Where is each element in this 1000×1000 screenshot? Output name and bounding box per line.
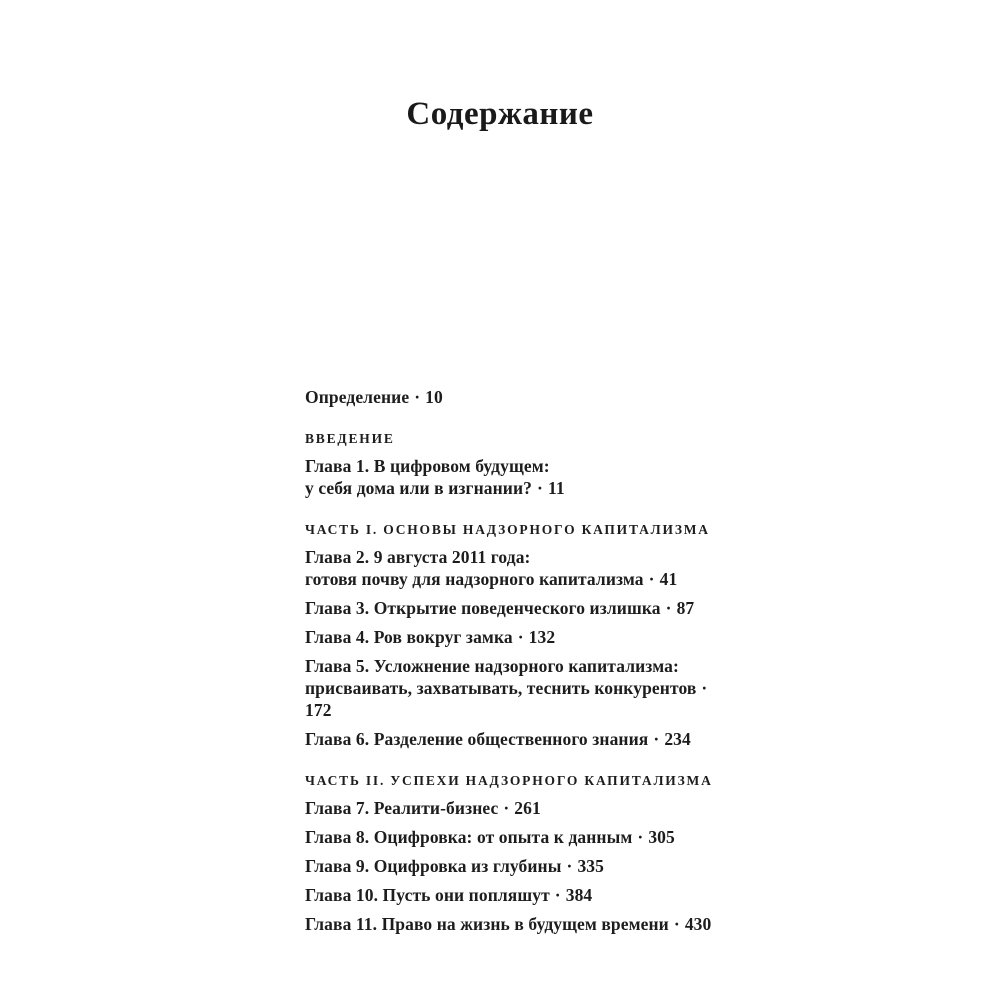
entry-text: Глава 10. Пусть они попляшут — [305, 885, 550, 905]
page-number: 305 — [648, 827, 675, 847]
toc-section-heading: ВВЕДЕНИЕ — [305, 431, 395, 446]
page-number: 87 — [676, 598, 695, 618]
toc-entry — [305, 884, 735, 906]
page-separator: · — [648, 569, 655, 589]
page-separator: · — [701, 678, 708, 698]
table-of-contents — [305, 386, 735, 935]
page-separator: · — [517, 627, 524, 647]
entry-text: Определение — [305, 387, 410, 407]
entry-text: Глава 1. В цифровом будущем: — [305, 456, 550, 476]
toc-section-heading: ЧАСТЬ I. ОСНОВЫ НАДЗОРНОГО КАПИТАЛИЗМА — [305, 522, 710, 537]
page-separator: · — [503, 798, 510, 818]
toc-entry — [305, 597, 735, 619]
entry-text: присваивать, захватывать, теснить конкурентов — [305, 678, 697, 698]
toc-entry — [305, 826, 735, 848]
toc-entry — [305, 728, 735, 750]
entry-text: Глава 6. Разделение общественного знания — [305, 729, 649, 749]
page-number: 335 — [577, 856, 604, 876]
toc-entry — [305, 386, 735, 408]
page-number: 430 — [684, 914, 712, 934]
page-title: Содержание — [406, 96, 594, 133]
toc-entry — [305, 626, 735, 648]
toc-entry — [305, 546, 735, 590]
page-separator: · — [665, 598, 672, 618]
page-number: 132 — [528, 627, 556, 647]
page-separator: · — [414, 387, 421, 407]
toc-section-heading: ЧАСТЬ II. УСПЕХИ НАДЗОРНОГО КАПИТАЛИЗМА — [305, 773, 713, 788]
page-separator: · — [554, 885, 561, 905]
toc-entry — [305, 655, 735, 721]
toc-entry — [305, 797, 735, 819]
entry-text: Глава 3. Открытие поведенческого излишка — [305, 598, 661, 618]
page-number: 41 — [659, 569, 678, 589]
entry-text: Глава 11. Право на жизнь в будущем времени — [305, 914, 669, 934]
page-number: 234 — [664, 729, 691, 749]
toc-entry — [305, 455, 735, 499]
toc-entry — [305, 855, 735, 877]
page-separator: · — [537, 478, 543, 498]
page-number: 172 — [305, 700, 332, 720]
page-number: 10 — [425, 387, 443, 407]
page-separator: · — [566, 856, 573, 876]
entry-text: Глава 4. Ров вокруг замка — [305, 627, 513, 647]
page-number: 384 — [565, 885, 593, 905]
page-number: 11 — [547, 478, 565, 498]
entry-text: Глава 8. Оцифровка: от опыта к данным — [305, 827, 633, 847]
entry-text: Глава 7. Реалити-бизнес — [305, 798, 499, 818]
page-number: 261 — [514, 798, 541, 818]
entry-text: Глава 9. Оцифровка из глубины — [305, 856, 562, 876]
toc-entry — [305, 913, 735, 935]
entry-text: готовя почву для надзорного капитализма — [305, 569, 644, 589]
page-separator: · — [653, 729, 660, 749]
entry-text: Глава 2. 9 августа 2011 года: — [305, 547, 531, 567]
entry-text: у себя дома или в изгнании? — [305, 478, 533, 498]
page-separator: · — [637, 827, 644, 847]
page-separator: · — [673, 914, 680, 934]
entry-text: Глава 5. Усложнение надзорного капитализма: — [305, 656, 679, 676]
